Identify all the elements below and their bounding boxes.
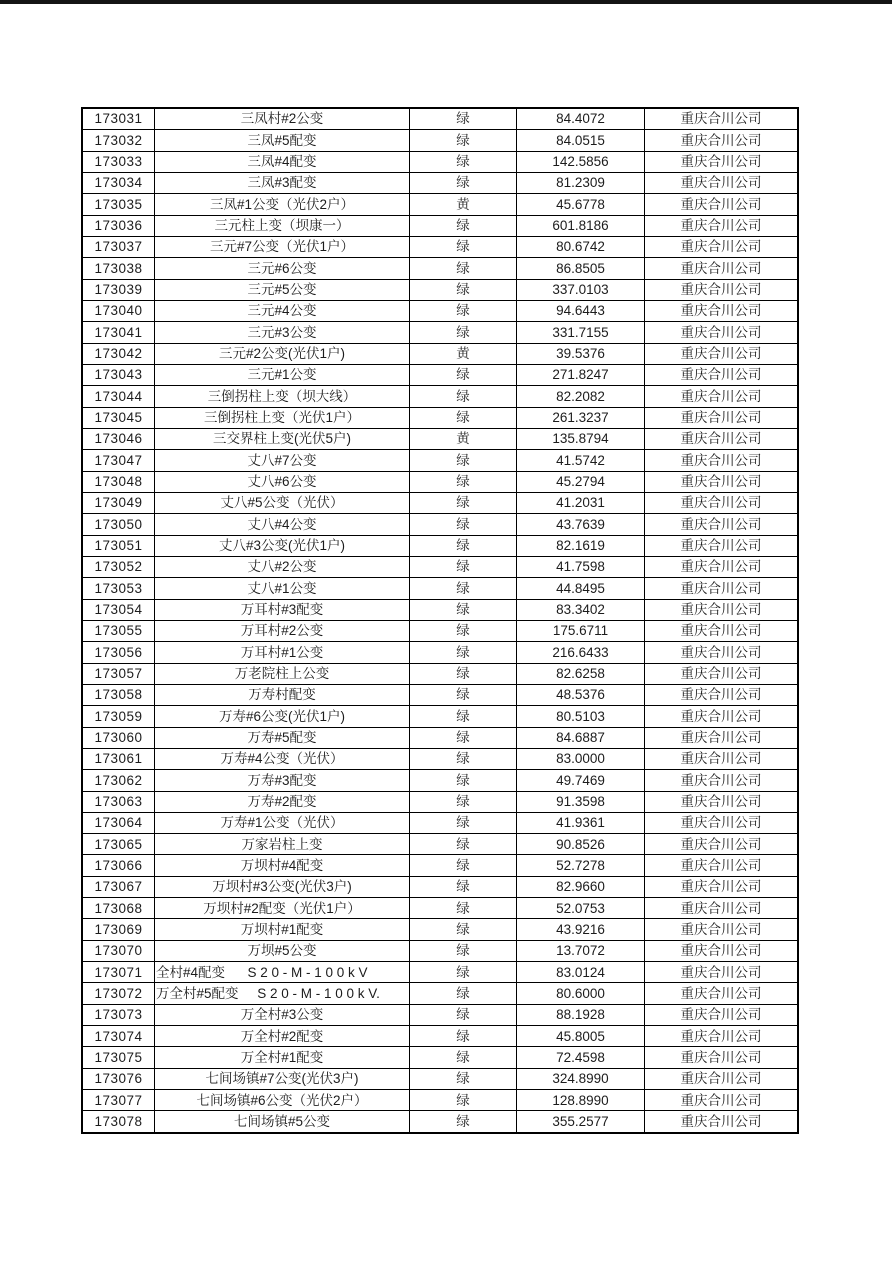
company-name-cell: 重庆合川公司: [680, 388, 762, 404]
table-row: [83, 344, 797, 365]
load-rate-value-cell: 52.0753: [517, 898, 645, 918]
table-row: [83, 301, 797, 322]
status-color-cell: 绿: [410, 877, 517, 897]
table-row: [83, 962, 797, 983]
company-name-cell: 重庆合川公司: [680, 623, 762, 639]
load-rate-value-cell: 142.5856: [517, 152, 645, 172]
company-name-cell: 重庆合川公司: [680, 1028, 762, 1044]
row-id-cell: 173075: [83, 1047, 155, 1067]
load-rate-value-cell: 49.7469: [517, 770, 645, 790]
transformer-name-cell: 万坝村#1配变: [155, 919, 410, 939]
company-name-cell: 重庆合川公司: [680, 900, 762, 916]
status-color-cell: 绿: [410, 983, 517, 1003]
load-rate-value-cell: 43.9216: [517, 919, 645, 939]
row-id-cell: 173060: [83, 728, 155, 748]
transformer-name-cell: 万寿#6公变(光伏1户): [155, 706, 410, 726]
table-row: [83, 728, 797, 749]
table-row: [83, 280, 797, 301]
table-row: [83, 536, 797, 557]
status-color-cell: 黄: [410, 344, 517, 364]
row-id-cell: 173056: [83, 642, 155, 662]
status-color-cell: 绿: [410, 237, 517, 257]
transformer-name-cell: 三元#4公变: [155, 301, 410, 321]
status-color-cell: 绿: [410, 258, 517, 278]
row-id-cell: 173044: [83, 386, 155, 406]
status-color-cell: 绿: [410, 749, 517, 769]
status-color-cell: 绿: [410, 386, 517, 406]
load-rate-value-cell: 82.1619: [517, 536, 645, 556]
transformer-name-cell: 三元#5公变: [155, 280, 410, 300]
load-rate-value-cell: 81.2309: [517, 173, 645, 193]
row-id-cell: 173071: [83, 962, 155, 982]
company-name-cell: 重庆合川公司: [680, 1092, 762, 1108]
table-row: [83, 130, 797, 151]
load-rate-value-cell: 80.6000: [517, 983, 645, 1003]
status-color-cell: 绿: [410, 1111, 517, 1131]
transformer-name-cell: 全村#4配变 S 2 0 - M - 1 0 0 k V: [155, 962, 410, 982]
company-name-cell: 重庆合川公司: [680, 815, 762, 831]
row-id-cell: 173047: [83, 450, 155, 470]
table-row: [83, 365, 797, 386]
load-rate-value-cell: 86.8505: [517, 258, 645, 278]
table-row: [83, 1047, 797, 1068]
company-name-cell: 重庆合川公司: [680, 1113, 762, 1129]
transformer-name-cell: 万寿#1公变（光伏）: [155, 813, 410, 833]
status-color-cell: 绿: [410, 813, 517, 833]
status-color-cell: 绿: [410, 536, 517, 556]
load-rate-value-cell: 41.2031: [517, 493, 645, 513]
row-id-cell: 173077: [83, 1090, 155, 1110]
load-rate-value-cell: 39.5376: [517, 344, 645, 364]
transformer-name-cell: 万寿#5配变: [155, 728, 410, 748]
company-name-cell: 重庆合川公司: [680, 964, 762, 980]
transformer-name-cell: 万坝村#4配变: [155, 855, 410, 875]
company-name-cell: 重庆合川公司: [680, 601, 762, 617]
row-id-cell: 173062: [83, 770, 155, 790]
status-color-cell: 绿: [410, 770, 517, 790]
transformer-name-cell: 三倒拐柱上变（坝大线）: [155, 386, 410, 406]
row-id-cell: 173058: [83, 685, 155, 705]
table-row: [83, 834, 797, 855]
row-id-cell: 173037: [83, 237, 155, 257]
table-row: [83, 621, 797, 642]
transformer-name-cell: 七间场镇#7公变(光伏3户): [155, 1069, 410, 1089]
company-name-cell: 重庆合川公司: [680, 921, 762, 937]
row-id-cell: 173065: [83, 834, 155, 854]
transformer-name-cell: 三元#3公变: [155, 322, 410, 342]
company-name-cell: 重庆合川公司: [680, 175, 762, 191]
company-name-cell: 重庆合川公司: [680, 452, 762, 468]
table-row: [83, 557, 797, 578]
row-id-cell: 173039: [83, 280, 155, 300]
load-rate-value-cell: 82.9660: [517, 877, 645, 897]
load-rate-value-cell: 337.0103: [517, 280, 645, 300]
load-rate-value-cell: 41.7598: [517, 557, 645, 577]
row-id-cell: 173054: [83, 600, 155, 620]
row-id-cell: 173046: [83, 429, 155, 449]
status-color-cell: 绿: [410, 898, 517, 918]
row-id-cell: 173042: [83, 344, 155, 364]
transformer-name-cell: 三元#7公变（光伏1户）: [155, 237, 410, 257]
transformer-name-cell: 万老院柱上公变: [155, 664, 410, 684]
company-name-cell: 重庆合川公司: [680, 708, 762, 724]
table-row: [83, 1111, 797, 1131]
table-row: [83, 386, 797, 407]
row-id-cell: 173053: [83, 578, 155, 598]
transformer-name-cell: 万耳村#3配变: [155, 600, 410, 620]
table-row: [83, 898, 797, 919]
row-id-cell: 173064: [83, 813, 155, 833]
status-color-cell: 黄: [410, 429, 517, 449]
status-color-cell: 黄: [410, 194, 517, 214]
table-row: [83, 493, 797, 514]
company-name-cell: 重庆合川公司: [680, 303, 762, 319]
row-id-cell: 173041: [83, 322, 155, 342]
company-name-cell: 重庆合川公司: [680, 772, 762, 788]
table-row: [83, 216, 797, 237]
company-name-cell: 重庆合川公司: [680, 132, 762, 148]
status-color-cell: 绿: [410, 919, 517, 939]
status-color-cell: 绿: [410, 173, 517, 193]
row-id-cell: 173033: [83, 152, 155, 172]
table-row: [83, 600, 797, 621]
row-id-cell: 173045: [83, 408, 155, 428]
company-name-cell: 重庆合川公司: [680, 111, 762, 127]
row-id-cell: 173040: [83, 301, 155, 321]
load-rate-value-cell: 91.3598: [517, 792, 645, 812]
row-id-cell: 173061: [83, 749, 155, 769]
row-id-cell: 173078: [83, 1111, 155, 1131]
table-row: [83, 919, 797, 940]
transformer-name-cell: 万坝村#3公变(光伏3户): [155, 877, 410, 897]
load-rate-value-cell: 601.8186: [517, 216, 645, 236]
status-color-cell: 绿: [410, 408, 517, 428]
company-name-cell: 重庆合川公司: [680, 346, 762, 362]
transformer-name-cell: 丈八#3公变(光伏1户): [155, 536, 410, 556]
table-row: [83, 1090, 797, 1111]
row-id-cell: 173038: [83, 258, 155, 278]
company-name-cell: 重庆合川公司: [680, 985, 762, 1001]
transformer-name-cell: 七间场镇#6公变（光伏2户）: [155, 1090, 410, 1110]
status-color-cell: 绿: [410, 493, 517, 513]
row-id-cell: 173031: [83, 109, 155, 129]
company-name-cell: 重庆合川公司: [680, 473, 762, 489]
transformer-name-cell: 万坝村#2配变（光伏1户）: [155, 898, 410, 918]
status-color-cell: 绿: [410, 792, 517, 812]
table-row: [83, 322, 797, 343]
transformer-name-cell: 万全村#2配变: [155, 1026, 410, 1046]
load-rate-value-cell: 83.3402: [517, 600, 645, 620]
company-name-cell: 重庆合川公司: [680, 260, 762, 276]
transformer-name-cell: 三凤#5配变: [155, 130, 410, 150]
load-rate-value-cell: 82.6258: [517, 664, 645, 684]
status-color-cell: 绿: [410, 1005, 517, 1025]
company-name-cell: 重庆合川公司: [680, 367, 762, 383]
company-name-cell: 重庆合川公司: [680, 1007, 762, 1023]
row-id-cell: 173067: [83, 877, 155, 897]
company-name-cell: 重庆合川公司: [680, 1071, 762, 1087]
status-color-cell: 绿: [410, 855, 517, 875]
transformer-name-cell: 三凤村#2公变: [155, 109, 410, 129]
load-rate-value-cell: 41.5742: [517, 450, 645, 470]
transformer-name-cell: 丈八#2公变: [155, 557, 410, 577]
status-color-cell: 绿: [410, 962, 517, 982]
status-color-cell: 绿: [410, 642, 517, 662]
transformer-name-cell: 丈八#4公变: [155, 514, 410, 534]
status-color-cell: 绿: [410, 706, 517, 726]
row-id-cell: 173063: [83, 792, 155, 812]
company-name-cell: 重庆合川公司: [680, 857, 762, 873]
load-rate-value-cell: 261.3237: [517, 408, 645, 428]
row-id-cell: 173034: [83, 173, 155, 193]
row-id-cell: 173055: [83, 621, 155, 641]
company-name-cell: 重庆合川公司: [680, 239, 762, 255]
table-row: [83, 1069, 797, 1090]
table-row: [83, 152, 797, 173]
status-color-cell: 绿: [410, 621, 517, 641]
table-row: [83, 706, 797, 727]
transformer-name-cell: 三元柱上变（坝康一）: [155, 216, 410, 236]
status-color-cell: 绿: [410, 109, 517, 129]
status-color-cell: 绿: [410, 152, 517, 172]
table-row: [83, 983, 797, 1004]
table-row: [83, 450, 797, 471]
row-id-cell: 173066: [83, 855, 155, 875]
transformer-name-cell: 三凤#3配变: [155, 173, 410, 193]
company-name-cell: 重庆合川公司: [680, 196, 762, 212]
transformer-name-cell: 万耳村#2公变: [155, 621, 410, 641]
transformer-name-cell: 三元#2公变(光伏1户): [155, 344, 410, 364]
table-row: [83, 1005, 797, 1026]
status-color-cell: 绿: [410, 1026, 517, 1046]
status-color-cell: 绿: [410, 130, 517, 150]
status-color-cell: 绿: [410, 834, 517, 854]
company-name-cell: 重庆合川公司: [680, 836, 762, 852]
row-id-cell: 173072: [83, 983, 155, 1003]
transformer-table: [81, 107, 799, 1134]
status-color-cell: 绿: [410, 1090, 517, 1110]
page-top-bar: [0, 0, 892, 4]
status-color-cell: 绿: [410, 557, 517, 577]
row-id-cell: 173059: [83, 706, 155, 726]
table-row: [83, 941, 797, 962]
company-name-cell: 重庆合川公司: [680, 665, 762, 681]
row-id-cell: 173048: [83, 472, 155, 492]
row-id-cell: 173049: [83, 493, 155, 513]
status-color-cell: 绿: [410, 941, 517, 961]
company-name-cell: 重庆合川公司: [680, 431, 762, 447]
status-color-cell: 绿: [410, 280, 517, 300]
load-rate-value-cell: 175.6711: [517, 621, 645, 641]
table-row: [83, 813, 797, 834]
transformer-name-cell: 万寿村配变: [155, 685, 410, 705]
status-color-cell: 绿: [410, 216, 517, 236]
load-rate-value-cell: 45.6778: [517, 194, 645, 214]
transformer-name-cell: 万寿#4公变（光伏）: [155, 749, 410, 769]
load-rate-value-cell: 45.2794: [517, 472, 645, 492]
company-name-cell: 重庆合川公司: [680, 793, 762, 809]
row-id-cell: 173074: [83, 1026, 155, 1046]
transformer-name-cell: 丈八#5公变（光伏）: [155, 493, 410, 513]
load-rate-value-cell: 84.0515: [517, 130, 645, 150]
status-color-cell: 绿: [410, 578, 517, 598]
transformer-name-cell: 三倒拐柱上变（光伏1户）: [155, 408, 410, 428]
status-color-cell: 绿: [410, 1069, 517, 1089]
table-row: [83, 194, 797, 215]
status-color-cell: 绿: [410, 365, 517, 385]
company-name-cell: 重庆合川公司: [680, 324, 762, 340]
load-rate-value-cell: 83.0124: [517, 962, 645, 982]
status-color-cell: 绿: [410, 728, 517, 748]
table-row: [83, 237, 797, 258]
company-name-cell: 重庆合川公司: [680, 537, 762, 553]
status-color-cell: 绿: [410, 472, 517, 492]
load-rate-value-cell: 41.9361: [517, 813, 645, 833]
table-row: [83, 472, 797, 493]
load-rate-value-cell: 43.7639: [517, 514, 645, 534]
load-rate-value-cell: 88.1928: [517, 1005, 645, 1025]
load-rate-value-cell: 83.0000: [517, 749, 645, 769]
load-rate-value-cell: 90.8526: [517, 834, 645, 854]
row-id-cell: 173050: [83, 514, 155, 534]
load-rate-value-cell: 44.8495: [517, 578, 645, 598]
table-row: [83, 109, 797, 130]
row-id-cell: 173076: [83, 1069, 155, 1089]
transformer-name-cell: 三凤#1公变（光伏2户）: [155, 194, 410, 214]
table-row: [83, 578, 797, 599]
company-name-cell: 重庆合川公司: [680, 687, 762, 703]
transformer-name-cell: 万全村#5配变 S 2 0 - M - 1 0 0 k V.: [155, 983, 410, 1003]
load-rate-value-cell: 216.6433: [517, 642, 645, 662]
table-row: [83, 664, 797, 685]
company-name-cell: 重庆合川公司: [680, 282, 762, 298]
load-rate-value-cell: 80.5103: [517, 706, 645, 726]
status-color-cell: 绿: [410, 685, 517, 705]
load-rate-value-cell: 13.7072: [517, 941, 645, 961]
table-row: [83, 855, 797, 876]
status-color-cell: 绿: [410, 664, 517, 684]
table-row: [83, 173, 797, 194]
table-row: [83, 429, 797, 450]
row-id-cell: 173032: [83, 130, 155, 150]
row-id-cell: 173043: [83, 365, 155, 385]
row-id-cell: 173068: [83, 898, 155, 918]
status-color-cell: 绿: [410, 301, 517, 321]
load-rate-value-cell: 128.8990: [517, 1090, 645, 1110]
load-rate-value-cell: 52.7278: [517, 855, 645, 875]
load-rate-value-cell: 45.8005: [517, 1026, 645, 1046]
table-row: [83, 408, 797, 429]
transformer-name-cell: 万家岩柱上变: [155, 834, 410, 854]
transformer-name-cell: 丈八#6公变: [155, 472, 410, 492]
company-name-cell: 重庆合川公司: [680, 410, 762, 425]
row-id-cell: 173052: [83, 557, 155, 577]
transformer-name-cell: 万耳村#1公变: [155, 642, 410, 662]
load-rate-value-cell: 331.7155: [517, 322, 645, 342]
status-color-cell: 绿: [410, 322, 517, 342]
load-rate-value-cell: 80.6742: [517, 237, 645, 257]
transformer-name-cell: 七间场镇#5公变: [155, 1111, 410, 1131]
load-rate-value-cell: 355.2577: [517, 1111, 645, 1131]
transformer-name-cell: 万全村#3公变: [155, 1005, 410, 1025]
table-row: [83, 877, 797, 898]
load-rate-value-cell: 324.8990: [517, 1069, 645, 1089]
transformer-name-cell: 三凤#4配变: [155, 152, 410, 172]
company-name-cell: 重庆合川公司: [680, 1049, 762, 1065]
load-rate-value-cell: 82.2082: [517, 386, 645, 406]
table-row: [83, 792, 797, 813]
transformer-name-cell: 三元#6公变: [155, 258, 410, 278]
row-id-cell: 173073: [83, 1005, 155, 1025]
company-name-cell: 重庆合川公司: [680, 559, 762, 575]
transformer-name-cell: 三元#1公变: [155, 365, 410, 385]
load-rate-value-cell: 135.8794: [517, 429, 645, 449]
status-color-cell: 绿: [410, 600, 517, 620]
company-name-cell: 重庆合川公司: [680, 516, 762, 532]
transformer-name-cell: 万寿#2配变: [155, 792, 410, 812]
table-row: [83, 642, 797, 663]
table-row: [83, 258, 797, 279]
company-name-cell: 重庆合川公司: [680, 218, 762, 234]
company-name-cell: 重庆合川公司: [680, 154, 762, 170]
transformer-name-cell: 万全村#1配变: [155, 1047, 410, 1067]
company-name-cell: 重庆合川公司: [680, 729, 762, 745]
transformer-name-cell: 万寿#3配变: [155, 770, 410, 790]
load-rate-value-cell: 94.6443: [517, 301, 645, 321]
company-name-cell: 重庆合川公司: [680, 943, 762, 959]
row-id-cell: 173051: [83, 536, 155, 556]
row-id-cell: 173036: [83, 216, 155, 236]
load-rate-value-cell: 271.8247: [517, 365, 645, 385]
table-row: [83, 685, 797, 706]
table-row: [83, 749, 797, 770]
row-id-cell: 173057: [83, 664, 155, 684]
status-color-cell: 绿: [410, 1047, 517, 1067]
row-id-cell: 173069: [83, 919, 155, 939]
table-row: [83, 770, 797, 791]
company-name-cell: 重庆合川公司: [680, 644, 762, 660]
load-rate-value-cell: 72.4598: [517, 1047, 645, 1067]
table-row: [83, 1026, 797, 1047]
load-rate-value-cell: 84.6887: [517, 728, 645, 748]
company-name-cell: 重庆合川公司: [680, 580, 762, 596]
row-id-cell: 173070: [83, 941, 155, 961]
load-rate-value-cell: 48.5376: [517, 685, 645, 705]
transformer-name-cell: 万坝#5公变: [155, 941, 410, 961]
company-name-cell: 重庆合川公司: [680, 495, 762, 511]
transformer-name-cell: 丈八#1公变: [155, 578, 410, 598]
row-id-cell: 173035: [83, 194, 155, 214]
company-name-cell: 重庆合川公司: [680, 879, 762, 895]
transformer-name-cell: 丈八#7公变: [155, 450, 410, 470]
load-rate-value-cell: 84.4072: [517, 109, 645, 129]
status-color-cell: 绿: [410, 514, 517, 534]
table-row: [83, 514, 797, 535]
transformer-name-cell: 三交界柱上变(光伏5户): [155, 429, 410, 449]
status-color-cell: 绿: [410, 450, 517, 470]
company-name-cell: 重庆合川公司: [680, 751, 762, 767]
